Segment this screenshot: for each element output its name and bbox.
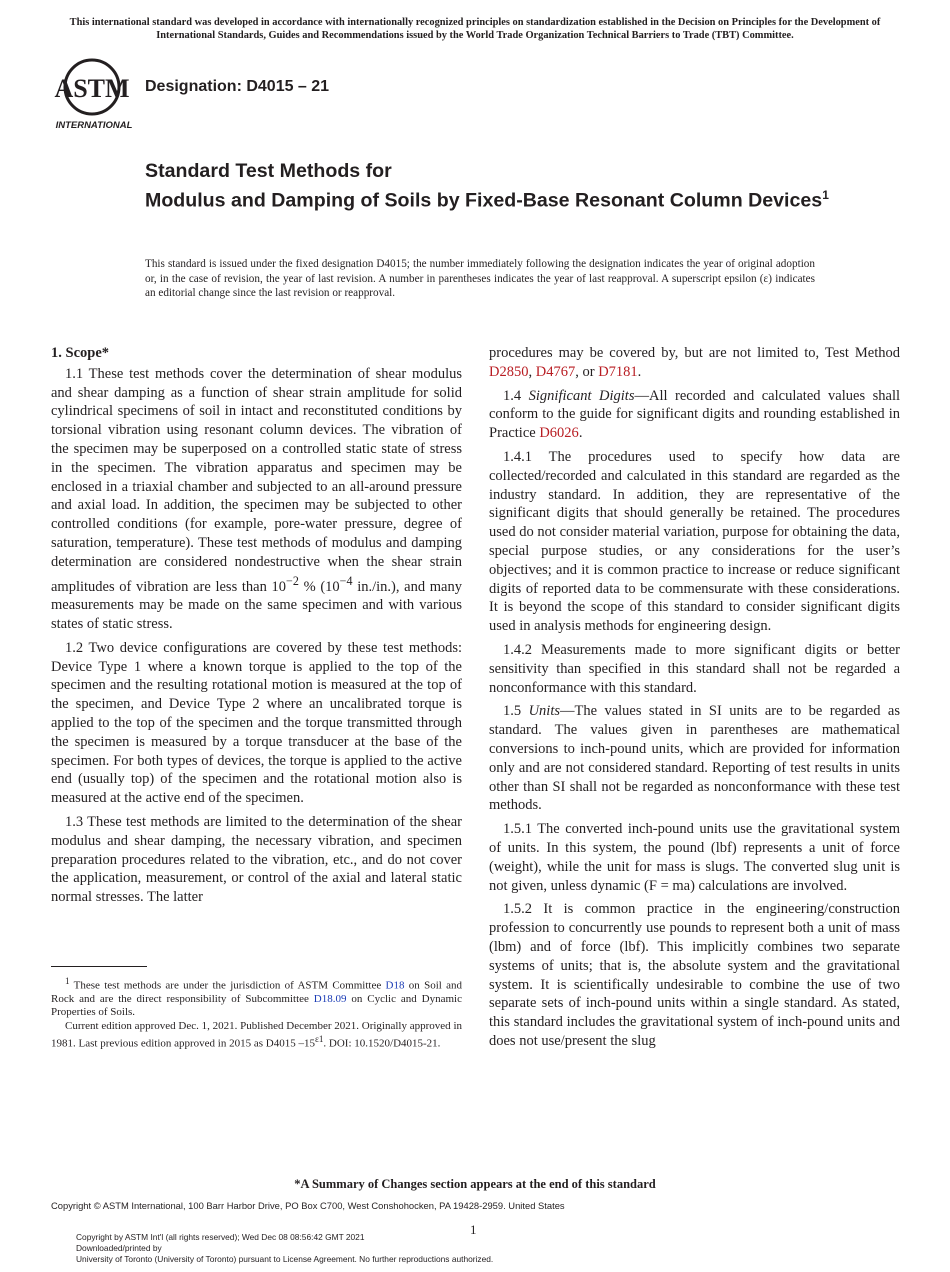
license-notice: Copyright by ASTM Int'l (all rights reserved); Wed Dec 08 08:56:42 GMT 2021 Downloaded/printed by University of Toronto (University of Toronto) pursuant to License Agreement. No further reproductions authorized. (76, 1232, 494, 1264)
summary-of-changes-note: *A Summary of Changes section appears at the end of this standard (294, 1177, 656, 1191)
paragraph-1-4: 1.4 Significant Digits—All recorded and calculated values shall conform to the guide for significant digits and rounding established in Practice D6026. (489, 387, 900, 442)
footnote-edition: Current edition approved Dec. 1, 2021. Published December 2021. Originally approved in 1981. Last previous edition approved in 2015 as D4015 $-15^{\varepsilon 1}$. DOI: 10.1520/D4015-21. (51, 1019, 462, 1050)
footnote-divider (51, 966, 147, 967)
logo-subtext: INTERNATIONAL (55, 120, 133, 131)
paragraph-1-1: 1.1 These test methods cover the determination of shear modulus and shear damping as a function of shear strain amplitude for solid cylindrical specimens of soil in intact and reconstituted conditions by torsional vibration using resonant column devices. The vibration of the specimen may be superposed on a controlled static state of stress in the specimen. The vibration apparatus and specimen may be enclosed in a triaxial chamber and subjected to an all-around pressure and axial load. In addition, the specimen may be subjected to other controlled conditions (for example, pore-water pressure, degree of saturation, temperature). These test methods of modulus and damping determination are considered nondestructive when the shear strain amplitudes of vibration are less than $10^{-2}$ % ($10^{-4}$ in./in.), and many measurements may be made on the same specimen and with various states of static stress. (51, 365, 462, 632)
footnote-1: $^1$ These test methods are under the jurisdiction of ASTM Committee D18 on Soil and Rock and are the direct responsibility of Subcommittee D18.09 on Cyclic and Dynamic Properties of Soils. (51, 976, 462, 1019)
paragraph-1-5-2: 1.5.2 It is common practice in the engineering/construction profession to concurrently use pounds to represent both a unit of mass (lbm) and of force (lbf). This implicitly combines two separate systems of units; that is, the absolute system and the gravitational system. It is scientifically undesirable to combine the use of two separate sets of inch-pound units within a single standard. As stated, this standard includes the gravitational system of inch-pound units and does not use/present the slug (489, 901, 900, 1049)
paragraph-1-3-continued: procedures may be covered by, but are not limited to, Test Method D2850, D4767, or D7181. (489, 345, 900, 380)
paragraph-1-5: 1.5 Units—The values stated in SI units are to be regarded as standard. The values given in parentheses are mathematical conversions to inch-pound units, which are provided for information only and are not considered standard. Reporting of test results in units other than SI shall not be regarded as nonconformance with these test methods. (489, 703, 900, 814)
ref-link-d4767[interactable]: D4767 (535, 363, 576, 380)
page-number: 1 (470, 1222, 477, 1237)
paragraph-1-4-2: 1.4.2 Measurements made to more significant digits or better sensitivity than specified in this standard shall not be regarded a nonconformance with this standard. (489, 641, 900, 696)
copyright-line: Copyright © ASTM International, 100 Barr Harbor Drive, PO Box C700, West Conshohocken, PA 19428-2959. United States (51, 1200, 565, 1211)
subcommittee-link-d1809[interactable]: D18.09 (313, 993, 347, 1006)
title-footnote-mark: 1 (822, 187, 829, 202)
astm-logo (52, 57, 136, 133)
section-heading-scope: 1. Scope* (51, 345, 109, 361)
paragraph-1-2: 1.2 Two device configurations are covered by these test methods: Device Type 1 where a known torque is applied to the top of the specimen and the resulting rotational motion is measured at the top of the specimen, and Device Type 2 where an uncalibrated torque is applied to the top of the specimen and the torque transmitted through the specimen is measured by a torque transducer at the base of the specimen. For both types of devices, the torque is applied to the active end (usually top) of the specimen and the rotational motion also is measured at the active end of the specimen. (51, 639, 462, 807)
ref-link-d2850[interactable]: D2850 (489, 363, 529, 380)
committee-link-d18[interactable]: D18 (385, 979, 405, 992)
issue-note: This standard is issued under the fixed designation D4015; the number immediately following the designation indicates the year of original adoption or, in the case of revision, the year of last revision. A number in parentheses indicates the year of last reapproval. A superscript epsilon (ε) indicates an editorial change since the last revision or reapproval. (145, 258, 815, 299)
document-title (145, 160, 865, 213)
paragraph-1-3: 1.3 These test methods are limited to the determination of the shear modulus and shear damping, the necessary vibration, and specimen preparation procedures related to the vibration, etc., and do not cover the application, measurement, or control of the axial and lateral static normal stresses. The latter (51, 813, 462, 906)
ref-link-d7181[interactable]: D7181 (598, 363, 638, 380)
footnotes (51, 975, 462, 1051)
right-column (489, 344, 900, 1056)
logo-text: ASTM (54, 74, 130, 103)
title-line-1: Standard Test Methods for (145, 160, 392, 182)
ref-link-d6026[interactable]: D6026 (539, 425, 579, 442)
paragraph-1-5-1: 1.5.1 The converted inch-pound units use the gravitational system of units. In this system, the pound (lbf) represents a unit of force (weight), while the unit for mass is slugs. The converted slug unit is not given, unless dynamic (F = ma) calculations are involved. (489, 821, 900, 894)
title-line-2: Modulus and Damping of Soils by Fixed-Base Resonant Column Devices$^1$ (145, 187, 829, 212)
standardization-notice: This international standard was developed in accordance with internationally recognized principles on standardization established in the Decision on Principles for the Development of International Standards, Guides and Recommendations issued by the World Trade Organization Technical Barriers to Trade (TBT) Committee. (69, 17, 881, 41)
left-column (51, 344, 462, 912)
designation: Designation: D4015 – 21 (145, 78, 330, 95)
paragraph-1-4-1: 1.4.1 The procedures used to specify how data are collected/recorded and calculated in this standard are regarded as the industry standard. In addition, they are representative of the significant digits that should generally be retained. The procedures used do not consider material variation, purpose for obtaining the data, special purpose studies, or any considerations for the user’s objectives; and it is common practice to increase or reduce significant digits of reported data to be commensurate with these considerations. It is beyond the scope of this standard to consider significant digits used in analysis methods for engineering design. (489, 448, 900, 635)
astm-logo-icon (52, 57, 136, 133)
